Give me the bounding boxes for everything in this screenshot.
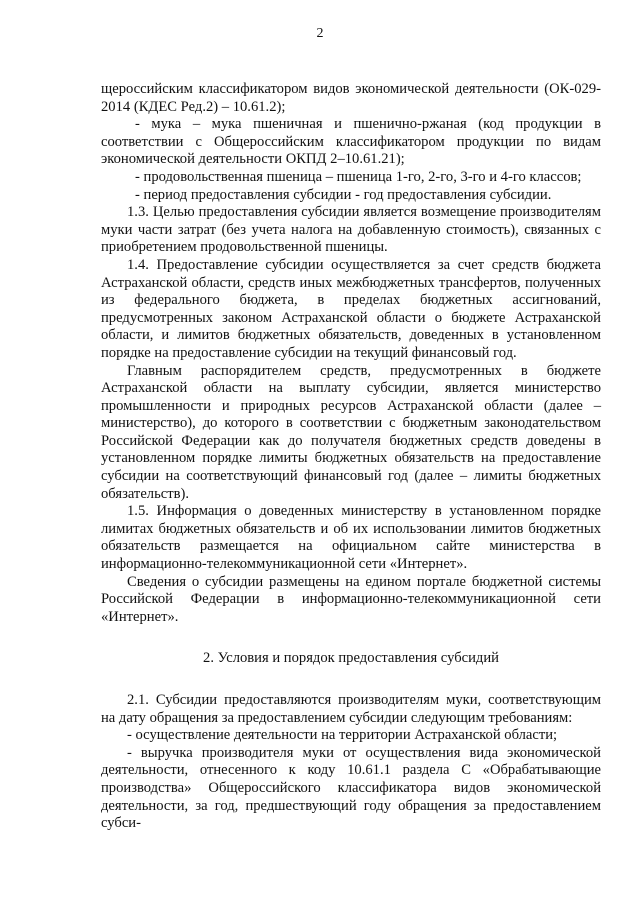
paragraph: - выручка производителя муки от осуществления вида экономической деятельности, отнесенного к коду 10.61.1 раздела С «Обрабатывающие производства» Общероссийского классификатора видов экономической деятельности, за год, предшествующий году обращения за предоставлением субси- [101,744,601,832]
paragraph: Сведения о субсидии размещены на едином портале бюджетной системы Российской Федерации в информационно-телекоммуникационной сети «Интернет». [101,573,601,625]
paragraph: Главным распорядителем средств, предусмотренных в бюджете Астраханской области на выплату субсидии, является министерство промышленности и природных ресурсов Астраханской области (далее – министерство), до которого в соответствии с бюджетным законодательством Российской Федерации как до получателя бюджетных средств доведены в установленном порядке лимиты бюджетных обязательств на предоставление субсидии на соответствующий финансовый год (далее – лимиты бюджетных обязательств). [101,362,601,502]
paragraph: - продовольственная пшеница – пшеница 1-го, 2-го, 3-го и 4-го классов; [135,168,582,185]
paragraph: 1.4. Предоставление субсидии осуществляется за счет средств бюджета Астраханской области, средств иных межбюджетных трансфертов, полученных из федерального бюджета, в пределах бюджетных ассигнований, предусмотренных законом Астраханской области о бюджете Астраханской области, и лимитов бюджетных обязательств, доведенных в установленном порядке на предоставление субсидии на текущий финансовый год. [101,256,601,361]
paragraph: 1.3. Целью предоставления субсидии является возмещение производителям муки части затрат (без учета налога на добавленную стоимость), связанных с приобретением продовольственной пшеницы. [101,204,601,256]
paragraph: - период предоставления субсидии - год предоставления субсидии. [135,186,552,203]
paragraph: 2.1. Субсидии предоставляются производителям муки, соответствующим на дату обращения за предоставлением субсидии следующим требованиям: [101,692,601,726]
paragraph: - мука – мука пшеничная и пшенично-ржаная (код продукции в соответствии с Общероссийским классификатором продукции по видам экономической деятельности ОКПД 2–10.61.21); [101,116,601,168]
section-heading: 2. Условия и порядок предоставления субсидий [203,650,499,667]
paragraph: 1.5. Информация о доведенных министерству в установленном порядке лимитах бюджетных обязательств и об их использовании лимитов бюджетных обязательств размещается на официальном сайте министерства в информационно-телекоммуникационной сети «Интернет». [101,503,601,573]
paragraph: - осуществление деятельности на территории Астраханской области; [127,727,558,744]
page-number: 2 [316,26,324,41]
document-body [101,81,601,833]
paragraph: щероссийским классификатором видов экономической деятельности (ОК-029-2014 (КДЕС Ред.2) – 10.61.2); [101,81,601,115]
